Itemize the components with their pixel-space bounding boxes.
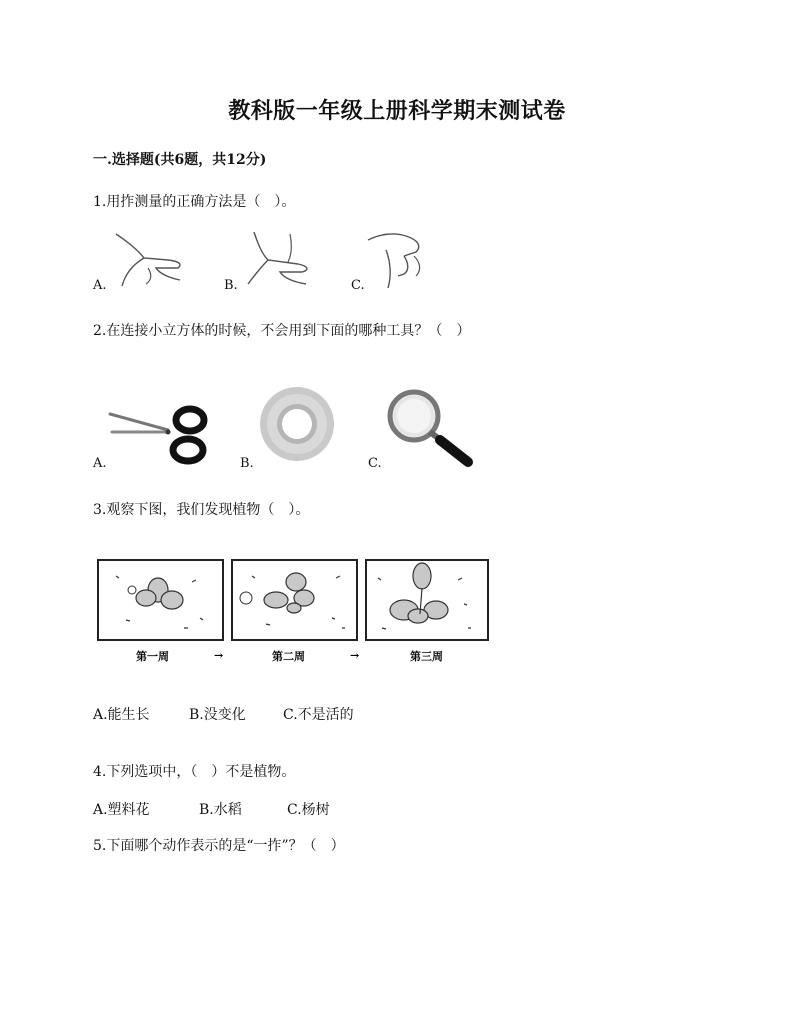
hand-span-option-a-image (108, 228, 188, 290)
arrow-right-icon: → (350, 649, 360, 662)
question-4-text: 4.下列选项中，（ ）不是植物。 (93, 764, 296, 780)
question-3-text: 3.观察下图，我们发现植物（ ）。 (93, 502, 310, 518)
q3-options (93, 704, 354, 724)
question-5-text: 5.下面哪个动作表示的是“一拃”？（ ） (93, 838, 345, 854)
section-heading: 一.选择题(共6题，共12分) (93, 152, 267, 168)
q3-option-a[interactable]: A.能生长 (93, 707, 150, 723)
arrow-right-icon: → (214, 649, 224, 662)
q4-option-c[interactable]: C.杨树 (287, 802, 330, 818)
hand-span-option-c-image (364, 226, 434, 292)
panel-caption-week-2: 第二周 (272, 650, 305, 663)
hand-span-option-b-image (240, 228, 320, 290)
magnifying-glass-icon (384, 388, 480, 468)
scissors-icon (108, 402, 212, 466)
q3-option-c[interactable]: C.不是活的 (283, 707, 354, 723)
q1-option-a-label[interactable]: A. (93, 278, 107, 293)
q1-option-b-label[interactable]: B. (224, 278, 238, 293)
q2-option-a-label[interactable]: A. (93, 456, 107, 471)
q3-option-b[interactable]: B.没变化 (189, 707, 246, 723)
q2-option-c-label[interactable]: C. (368, 456, 382, 471)
question-1-text: 1.用拃测量的正确方法是（ ）。 (93, 194, 296, 210)
page-title: 教科版一年级上册科学期末测试卷 (228, 98, 566, 124)
question-2-text: 2.在连接小立方体的时候，不会用到下面的哪种工具？（ ） (93, 323, 471, 339)
q4-option-b[interactable]: B.水稻 (199, 802, 242, 818)
q2-option-b-label[interactable]: B. (240, 456, 254, 471)
q4-options (93, 799, 330, 819)
q1-option-c-label[interactable]: C. (351, 278, 365, 293)
panel-caption-week-3: 第三周 (410, 650, 443, 663)
plant-growth-illustration (96, 558, 492, 666)
q4-option-a[interactable]: A.塑料花 (93, 802, 150, 818)
panel-caption-week-1: 第一周 (136, 650, 169, 663)
tape-roll-icon (257, 384, 337, 464)
